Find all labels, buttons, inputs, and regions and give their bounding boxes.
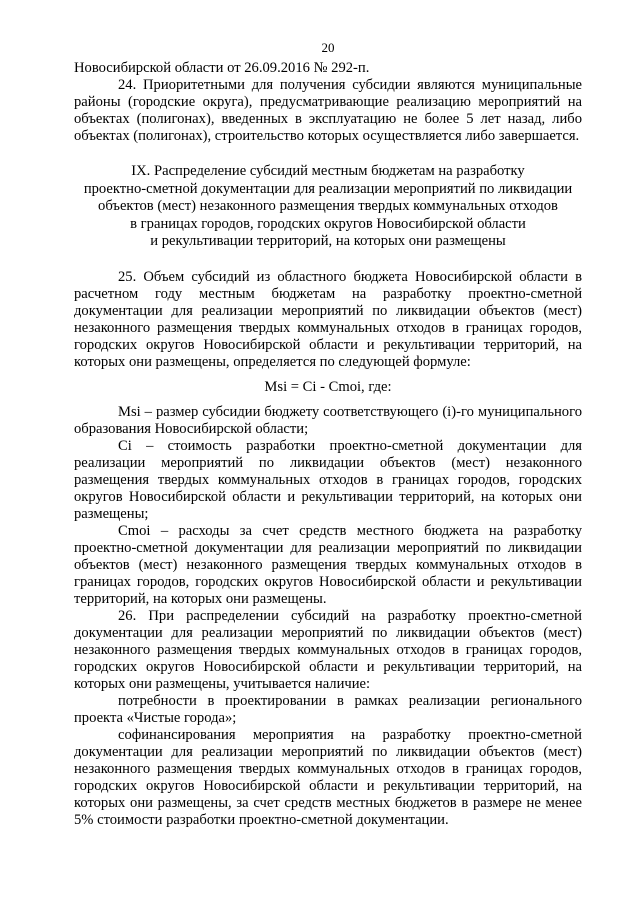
definition-cmoi: Cmoi – расходы за счет средств местного бюджета на разработку проектно-сметной документации для реализации мероприятий по ликвидации объектов (мест) незаконного размещения твердых коммунальных отходов в границах городов, городских округов Новосибирской области и рекультивации территорий, на которых они размещены. (74, 522, 582, 607)
section-heading-line: в границах городов, городских округов Новосибирской области (130, 215, 526, 232)
section-heading-line: проектно-сметной документации для реализации мероприятий по ликвидации (83, 180, 573, 197)
definition-msi: Msi – размер субсидии бюджету соответствующего (i)-го муниципального образования Новосибирской области; (74, 403, 582, 437)
paragraph-24: 24. Приоритетными для получения субсидии являются муниципальные районы (городские округа), предусматривающие реализацию мероприятий на объектах (полигонах), введенных в эксплуатацию не более 5 лет назад, либо объектах (полигонах), строительство которых осуществляется либо завершается. (74, 77, 582, 144)
paragraph-26-item: софинансирования мероприятия на разработку проектно-сметной документации для реализации мероприятий по ликвидации объектов (мест) незаконного размещения твердых коммунальных отходов в границах городов, городских округов Новосибирской области и рекультивации территорий, на которых они размещены, за счет средств местных бюджетов в размере не менее 5% стоимости разработки проектно-сметной документации. (74, 726, 582, 828)
paragraph-26: 26. При распределении субсидий на разработку проектно-сметной документации для реализации мероприятий по ликвидации объектов (мест) незаконного размещения твердых коммунальных отходов в границах городов, городских округов Новосибирской области и рекультивации территорий, на которых они размещены, учитывается наличие: (74, 607, 582, 692)
continuation-line: Новосибирской области от 26.09.2016 № 292-п. (74, 60, 370, 76)
paragraph-25: 25. Объем субсидий из областного бюджета Новосибирской области в расчетном году местным бюджетам на разработку проектно-сметной документации для реализации мероприятий по ликвидации объектов (мест) незаконного размещения твердых коммунальных отходов в границах городов, городских округов Новосибирской области и рекультивации территорий, на которых они размещены, определяется по следующей формуле: (74, 268, 582, 370)
section-heading-line: объектов (мест) незаконного размещения твердых коммунальных отходов (98, 198, 558, 214)
paragraph-26-item: потребности в проектировании в рамках реализации регионального проекта «Чистые города»; (74, 692, 582, 726)
formula: Msi = Ci - Cmoi, где: (264, 378, 392, 395)
page-number: 20 (321, 40, 335, 55)
section-heading (74, 163, 582, 251)
definition-ci: Ci – стоимость разработки проектно-сметной документации для реализации мероприятий по ликвидации объектов (мест) незаконного размещения твердых коммунальных отходов в границах городов, городских округов Новосибирской области и рекультивации территорий, на которых они размещены; (74, 437, 582, 522)
section-heading-line: и рекультивации территорий, на которых они размещены (150, 233, 506, 249)
section-heading-line: IX. Распределение субсидий местным бюджетам на разработку (131, 163, 525, 179)
